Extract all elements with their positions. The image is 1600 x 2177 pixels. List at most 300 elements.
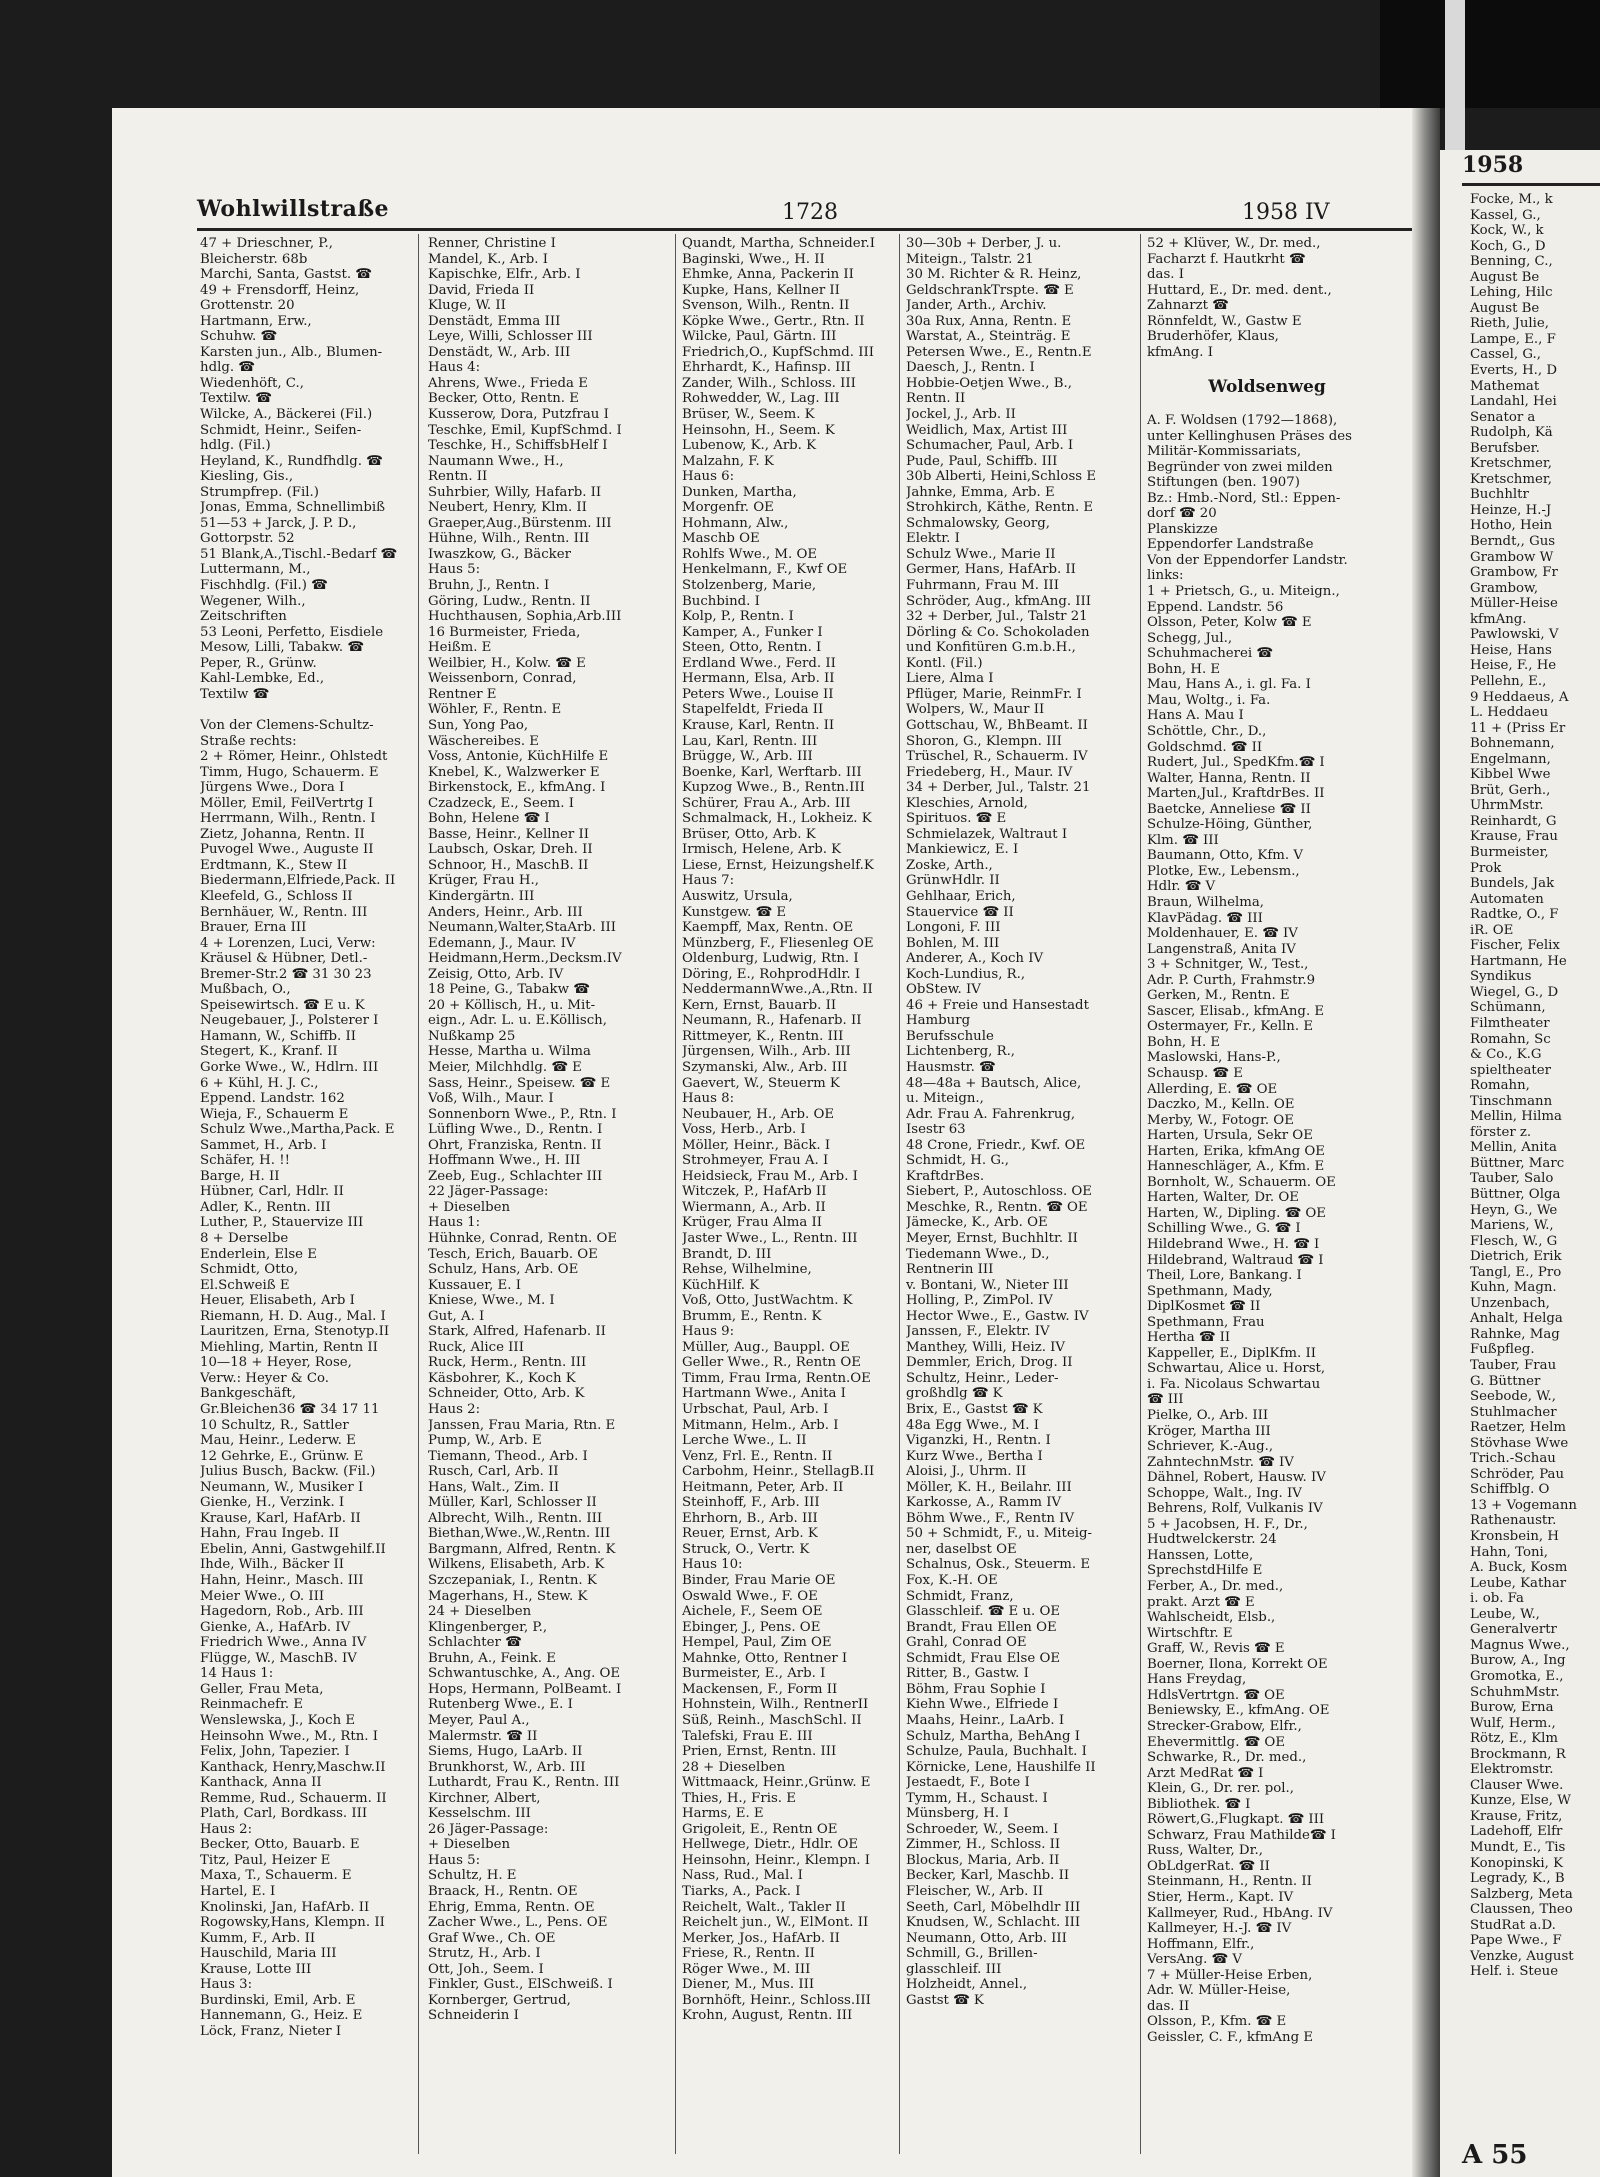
next-page-entry-line: Lehing, Hilc <box>1470 285 1553 301</box>
directory-entry-line: Spirituos. ☎ E <box>906 811 1007 827</box>
directory-entry-line: Schmielazek, Waltraut I <box>906 826 1068 842</box>
directory-entry-line: Stier, Herm., Kapt. IV <box>1147 1889 1294 1905</box>
directory-entry-line: Stegert, K., Kranf. II <box>200 1044 338 1060</box>
directory-entry-line: Heinsohn, Heinr., Klempn. I <box>682 1852 870 1868</box>
directory-entry-line: Hector Wwe., E., Gastw. IV <box>906 1308 1089 1324</box>
directory-entry-line: Anderer, A., Koch IV <box>906 951 1044 967</box>
directory-entry-line: Rentn. II <box>906 391 966 407</box>
directory-entry-line: Maslowski, Hans-P., <box>1147 1050 1281 1066</box>
directory-entry-line: prakt. Arzt ☎ E <box>1147 1594 1255 1610</box>
directory-entry-line: Hoffmann Wwe., H. III <box>428 1153 581 1169</box>
directory-entry-line: Schwartau, Alice u. Horst, <box>1147 1361 1326 1377</box>
directory-entry-line: Weissenborn, Conrad, <box>428 671 577 687</box>
directory-entry-line: Harten, Walter, Dr. OE <box>1147 1190 1299 1206</box>
directory-entry-line: Möller, K. H., Beilahr. III <box>906 1479 1072 1495</box>
directory-entry-line: Begründer von zwei milden <box>1147 459 1333 475</box>
directory-entry-line: Rönnfeldt, W., Gastw E <box>1147 313 1302 329</box>
directory-entry-line: Haus 6: <box>682 469 735 485</box>
directory-entry-line: Krüger, Frau Alma II <box>682 1215 823 1231</box>
directory-entry-line: Titz, Paul, Heizer E <box>200 1852 331 1868</box>
directory-entry-line: Kiehn Wwe., Elfriede I <box>906 1697 1059 1713</box>
next-page-rule <box>1462 183 1600 186</box>
directory-entry-line: Wilcke, A., Bäckerei (Fil.) <box>200 407 373 423</box>
directory-entry-line: Hannemann, G., Heiz. E <box>200 2008 363 2024</box>
directory-entry-line: Wenslewska, J., Koch E <box>200 1712 356 1728</box>
directory-entry-line: Schmidt, Franz, <box>906 1588 1014 1604</box>
next-page-entry-line: Leube, Kathar <box>1470 1575 1567 1591</box>
directory-entry-line: 18 Peine, G., Tabakw ☎ <box>428 982 590 998</box>
directory-entry-line: Hartmann, Erw., <box>200 313 312 329</box>
directory-entry-line: KüchHilf. K <box>682 1277 760 1293</box>
next-page-footer: A 55 <box>1462 2140 1528 2170</box>
directory-entry-line: GeldschrankTrspte. ☎ E <box>906 282 1074 298</box>
directory-entry-line: Huchthausen, Sophia,Arb.III <box>428 609 622 625</box>
directory-entry-line: Ihde, Wilh., Bäcker II <box>200 1557 344 1573</box>
directory-entry-line: Reichelt jun., W., ElMont. II <box>682 1915 869 1931</box>
directory-entry-line: Harten, Ursula, Sekr OE <box>1147 1128 1313 1144</box>
directory-entry-line: Pielke, O., Arb. III <box>1147 1408 1269 1424</box>
directory-entry-line: Militär-Kommissariats, <box>1147 444 1302 460</box>
next-page-entry-line: Kretschmer, <box>1470 456 1552 472</box>
directory-entry-line: Hobbie-Oetjen Wwe., B., <box>906 375 1072 391</box>
directory-entry-line: Hertha ☎ II <box>1147 1330 1231 1346</box>
directory-entry-line: Henkelmann, F., Kwf OE <box>682 562 848 578</box>
directory-entry-line: Tiedemann Wwe., D., <box>906 1246 1050 1262</box>
directory-entry-line: A. F. Woldsen (1792—1868), <box>1147 413 1338 429</box>
directory-entry-line: Russ, Walter, Dr., <box>1147 1843 1263 1859</box>
directory-entry-line: Flügge, W., MaschB. IV <box>200 1650 357 1666</box>
directory-entry-line: Kirchner, Albert, <box>428 1790 541 1806</box>
next-page-entry-line: Grambow, Fr <box>1470 565 1558 581</box>
next-page-entry-line: Rieth, Julie, <box>1470 316 1549 332</box>
next-page-entry-line: Burow, A., Ing <box>1470 1653 1566 1669</box>
directory-entry-line: Schmidt, H. G., <box>906 1153 1009 1169</box>
directory-entry-line <box>1147 397 1387 413</box>
directory-entry-line: Strohkirch, Käthe, Rentn. E <box>906 500 1094 516</box>
directory-entry-line: Hübner, Carl, Hdlr. II <box>200 1184 344 1200</box>
directory-entry-line: Carbohm, Heinr., StellagB.II <box>682 1464 875 1480</box>
next-page-entry-line: Elektromstr. <box>1470 1762 1554 1778</box>
next-page-entry-line: Fischer, Felix <box>1470 938 1560 954</box>
directory-entry-line: Maschb OE <box>682 531 760 547</box>
directory-entry-line: Kolp, P., Rentn. I <box>682 609 794 625</box>
directory-entry-line: Fox, K.-H. OE <box>906 1573 998 1589</box>
directory-entry-line: Schulz, Martha, BehAng I <box>906 1728 1080 1744</box>
directory-entry-line: Müller, Aug., Bauppl. OE <box>682 1339 850 1355</box>
directory-entry-line: Facharzt f. Hautkrht ☎ <box>1147 251 1306 267</box>
directory-entry-line: Rutenberg Wwe., E. I <box>428 1697 573 1713</box>
directory-entry-line: Schegg, Jul., <box>1147 630 1233 646</box>
directory-entry-line: Boenke, Karl, Werftarb. III <box>682 764 862 780</box>
directory-entry-line: Schmalowsky, Georg, <box>906 515 1050 531</box>
directory-entry-line: Bohlen, M. III <box>906 935 1000 951</box>
directory-entry-line: Liere, Alma I <box>906 671 994 687</box>
next-page-entry-line: Unzenbach, <box>1470 1295 1550 1311</box>
directory-entry-line: Tesch, Erich, Bauarb. OE <box>428 1246 598 1262</box>
next-page-entry-line: Bundels, Jak <box>1470 876 1555 892</box>
directory-entry-line: Brumm, E., Rentn. K <box>682 1308 822 1324</box>
directory-entry-line: Janssen, Frau Maria, Rtn. E <box>428 1417 616 1433</box>
directory-entry-line: Stapelfeldt, Frieda II <box>682 702 824 718</box>
directory-entry-line: Schalnus, Osk., Steuerm. E <box>906 1557 1091 1573</box>
directory-entry-line: Bruhn, J., Rentn. I <box>428 578 550 594</box>
column-divider <box>418 234 419 2154</box>
directory-entry-line: Daczko, M., Kelln. OE <box>1147 1097 1295 1113</box>
directory-entry-line: 6 + Kühl, H. J. C., <box>200 1075 319 1091</box>
next-page-entry-line: Fußpfleg. <box>1470 1342 1535 1358</box>
directory-entry-line: Svenson, Wilh., Rentn. II <box>682 298 850 314</box>
directory-entry-line: Becker, Karl, Maschb. II <box>906 1868 1070 1884</box>
directory-entry-line: Zander, Wilh., Schloss. III <box>682 375 856 391</box>
directory-entry-line: Aichele, F., Seem OE <box>682 1604 823 1620</box>
directory-entry-line: Strohmeyer, Frau A. I <box>682 1153 829 1169</box>
directory-entry-line: Arzt MedRat ☎ I <box>1147 1765 1264 1781</box>
directory-entry-line: Becker, Otto, Rentn. E <box>428 391 579 407</box>
directory-entry-line: Nass, Rud., Mal. I <box>682 1868 803 1884</box>
directory-entry-line: Göring, Ludw., Rentn. II <box>428 593 591 609</box>
directory-entry-line: Geissler, C. F., kfmAng E <box>1147 2029 1314 2045</box>
directory-entry-line: Barge, H. II <box>200 1168 280 1184</box>
directory-entry-line: Fuhrmann, Frau M. III <box>906 578 1059 594</box>
directory-entry-line: 48 Crone, Friedr., Kwf. OE <box>906 1137 1086 1153</box>
directory-entry-line: Schürer, Frau A., Arb. III <box>682 795 851 811</box>
directory-entry-line: Hellwege, Dietr., Hdlr. OE <box>682 1837 859 1853</box>
next-page-entry-line: Magnus Wwe., <box>1470 1637 1570 1653</box>
directory-entry-line: Beniewsky, E., kfmAng. OE <box>1147 1703 1330 1719</box>
directory-entry-line: Hoffmann, Elfr., <box>1147 1936 1255 1952</box>
directory-entry-line: Ehrhorn, B., Arb. III <box>682 1510 818 1526</box>
directory-entry-line: Reinmachefr. E <box>200 1697 304 1713</box>
directory-column-2 <box>428 236 668 2024</box>
directory-entry-line: Schlachter ☎ <box>428 1635 522 1651</box>
directory-entry-line: Schröder, Aug., kfmAng. III <box>906 593 1092 609</box>
directory-entry-line: Brügge, W., Arb. III <box>682 749 813 765</box>
next-page-entry-line: Hahn, Toni, <box>1470 1544 1548 1560</box>
directory-entry-line: Braun, Wilhelma, <box>1147 894 1265 910</box>
directory-entry-line: Erdland Wwe., Ferd. II <box>682 655 836 671</box>
column-divider <box>899 234 900 2154</box>
directory-entry-line: Mankiewicz, E. I <box>906 842 1019 858</box>
next-page-entry-line: Mathemat <box>1470 378 1540 394</box>
directory-entry-line: Marten,Jul., KraftdrBes. II <box>1147 786 1325 802</box>
directory-entry-line: Ruck, Herm., Rentn. III <box>428 1355 587 1371</box>
next-page-entry-line: Mundt, E., Tis <box>1470 1839 1566 1855</box>
directory-entry-line: Longoni, F. III <box>906 920 1001 936</box>
directory-entry-line: DiplKosmet ☎ II <box>1147 1299 1261 1315</box>
directory-entry-line: Fischhdlg. (Fil.) ☎ <box>200 578 328 594</box>
directory-entry-line: Rentner E <box>428 686 497 702</box>
next-page-entry-line: Seebode, W., <box>1470 1389 1556 1405</box>
next-page-column <box>1470 192 1577 1980</box>
next-page-entry-line: Berndt,, Gus <box>1470 534 1556 550</box>
directory-entry-line: Hamann, W., Schiffb. II <box>200 1028 356 1044</box>
directory-entry-line: Kamper, A., Funker I <box>682 624 823 640</box>
directory-entry-line: Ebelin, Anni, Gastwgehilf.II <box>200 1541 386 1557</box>
directory-entry-line: Auswitz, Ursula, <box>682 888 793 904</box>
directory-entry-line: Hamburg <box>906 1013 971 1029</box>
next-page-entry-line: Kuhn, Magn. <box>1470 1280 1557 1296</box>
directory-entry-line: Hartel, E. I <box>200 1883 276 1899</box>
directory-entry-line: Nußkamp 25 <box>428 1028 516 1044</box>
next-page-entry-line: Landahl, Hei <box>1470 394 1557 410</box>
directory-entry-line: Adr. Frau A. Fahrenkrug, <box>906 1106 1076 1122</box>
directory-entry-line: Wieja, F., Schauerm E <box>200 1106 349 1122</box>
directory-entry-line: Albrecht, Wilh., Rentn. III <box>428 1510 603 1526</box>
directory-entry-line: Jahnke, Emma, Arb. E <box>906 484 1055 500</box>
directory-entry-line: Heidmann,Herm.,Decksm.IV <box>428 951 622 967</box>
directory-entry-line: Hildebrand, Waltraud ☎ I <box>1147 1252 1324 1268</box>
directory-entry-line: Schriever, K.-Aug., <box>1147 1439 1274 1455</box>
directory-entry-line: Lüfling Wwe., D., Rentn. I <box>428 1122 603 1138</box>
directory-entry-line: Kusserow, Dora, Putzfrau I <box>428 407 609 423</box>
directory-entry-line: Thies, H., Fris. E <box>682 1790 796 1806</box>
directory-entry-line: Hartmann Wwe., Anita I <box>682 1386 846 1402</box>
directory-entry-line: Peters Wwe., Louise II <box>682 686 834 702</box>
directory-entry-line: Schulz Wwe.,Martha,Pack. E <box>200 1122 395 1138</box>
directory-entry-line: Mußbach, O., <box>200 982 291 998</box>
directory-entry-line: Baginski, Wwe., H. II <box>682 251 825 267</box>
directory-entry-line: Bornholt, W., Schauerm. OE <box>1147 1174 1336 1190</box>
directory-entry-line: Mau, Heinr., Lederw. E <box>200 1433 356 1449</box>
directory-entry-line: HdlsVertrtgn. ☎ OE <box>1147 1687 1285 1703</box>
directory-entry-line: Schulze-Höing, Günther, <box>1147 817 1313 833</box>
next-page-entry-line: Rathenaustr. <box>1470 1513 1557 1529</box>
directory-entry-line: Siems, Hugo, LaArb. II <box>428 1744 583 1760</box>
directory-entry-line: Jürgensen, Wilh., Arb. III <box>682 1044 851 1060</box>
directory-entry-line: Knolinski, Jan, HafArb. II <box>200 1899 370 1915</box>
directory-entry-line: Prien, Ernst, Rentn. III <box>682 1744 837 1760</box>
column-divider <box>675 234 676 2154</box>
next-page-entry-line: 11 + (Priss Er <box>1470 720 1566 736</box>
next-page-entry-line: Tangl, E., Pro <box>1470 1264 1562 1280</box>
directory-entry-line: Brunkhorst, W., Arb. III <box>428 1759 586 1775</box>
directory-entry-line: Kapischke, Elfr., Arb. I <box>428 267 581 283</box>
next-page-entry-line: Heise, F., He <box>1470 658 1557 674</box>
directory-entry-line: Puvogel Wwe., Auguste II <box>200 842 374 858</box>
next-page-entry-line: Grambow W <box>1470 549 1554 565</box>
directory-entry-line: und Konfitüren G.m.b.H., <box>906 640 1076 656</box>
directory-entry-line: Hagedorn, Rob., Arb. III <box>200 1604 364 1620</box>
directory-entry-line: Hildebrand Wwe., H. ☎ I <box>1147 1237 1320 1252</box>
next-page-entry-line: Pawlowski, V <box>1470 627 1559 643</box>
directory-entry-line: Rentnerin III <box>906 1262 994 1278</box>
directory-entry-line: Glasschleif. ☎ E u. OE <box>906 1604 1061 1620</box>
directory-entry-line: Kleschies, Arnold, <box>906 795 1028 811</box>
next-page-entry-line: G. Büttner <box>1470 1373 1541 1389</box>
directory-entry-line: Schneider, Otto, Arb. K <box>428 1386 585 1402</box>
next-page-entry-line: Krause, Fritz, <box>1470 1808 1563 1824</box>
directory-entry-line: Felix, John, Tapezier. I <box>200 1744 350 1760</box>
directory-entry-line: Geller, Frau Meta, <box>200 1681 324 1697</box>
directory-entry-line: Oswald Wwe., F. OE <box>682 1588 818 1604</box>
directory-entry-line: 8 + Derselbe <box>200 1231 289 1246</box>
directory-entry-line <box>200 702 412 718</box>
directory-entry-line: Biethan,Wwe.,W.,Rentn. III <box>428 1526 611 1542</box>
directory-entry-line: Finkler, Gust., ElSchweiß. I <box>428 1977 613 1993</box>
directory-entry-line: Julius Busch, Backw. (Fil.) <box>200 1464 376 1480</box>
directory-entry-line: 1 + Prietsch, G., u. Miteign., <box>1147 584 1340 600</box>
directory-entry-line: 16 Burmeister, Frieda, <box>428 624 581 640</box>
directory-entry-line: Teschke, H., SchiffsbHelf I <box>428 438 608 454</box>
directory-entry-line: Süß, Reinh., MaschSchl. II <box>682 1712 862 1728</box>
directory-entry-line: Schwantuschke, A., Ang. OE <box>428 1666 621 1682</box>
directory-entry-line: Wirtschftr. E <box>1147 1625 1233 1641</box>
next-page-entry-line: Müller-Heise <box>1470 596 1558 612</box>
next-page-entry-line: Buchhltr <box>1470 487 1529 503</box>
directory-entry-line: Wöhler, F., Rentn. E <box>428 702 562 718</box>
directory-entry-line: Gehlhaar, Erich, <box>906 888 1016 904</box>
directory-entry-line: Kumm, F., Arb. II <box>200 1930 316 1946</box>
next-page-entry-line: 9 Heddaeus, A <box>1470 689 1569 705</box>
directory-entry-line: Schroeder, W., Seem. I <box>906 1821 1059 1837</box>
directory-entry-line: Plath, Carl, Bordkass. III <box>200 1806 368 1822</box>
next-page-entry-line: Burmeister, <box>1470 844 1549 860</box>
directory-entry-line: u. Miteign., <box>906 1091 984 1107</box>
directory-entry-line: Quandt, Martha, Schneider.I <box>682 236 876 251</box>
next-page-entry-line: Pellehn, E., <box>1470 673 1547 689</box>
directory-entry-line: Sascer, Elisab., kfmAng. E <box>1147 1003 1325 1019</box>
next-page-entry-line: Kock, W., k <box>1470 223 1544 239</box>
directory-entry-line: Schultz, H. E <box>428 1868 517 1884</box>
directory-entry-line: Meschke, R., Rentn. ☎ OE <box>906 1199 1088 1215</box>
directory-entry-line: Krause, Karl, HafArb. II <box>200 1510 361 1526</box>
directory-entry-line: Marchi, Santa, Gastst. ☎ <box>200 267 372 283</box>
next-page-entry-line: Schiffblg. O <box>1470 1482 1550 1498</box>
next-page-entry-line: Schröder, Pau <box>1470 1466 1565 1482</box>
directory-entry-line: Biedermann,Elfriede,Pack. II <box>200 873 396 889</box>
directory-entry-line: Von der Clemens-Schultz- <box>200 717 374 733</box>
directory-entry-line: Voss, Herb., Arb. I <box>682 1122 806 1138</box>
next-page-entry-line: Dietrich, Erik <box>1470 1249 1562 1265</box>
directory-entry-line: Döring, E., RohprodHdlr. I <box>682 966 861 982</box>
directory-entry-line: Irmisch, Helene, Arb. K <box>682 842 842 858</box>
next-page-entry-line: Filmtheater <box>1470 1015 1550 1031</box>
next-page-entry-line: Radtke, O., F <box>1470 907 1559 923</box>
next-page-entry-line: Grambow, <box>1470 580 1539 596</box>
directory-entry-line: Zietz, Johanna, Rentn. II <box>200 826 365 842</box>
directory-entry-line: Buchbind. I <box>682 593 760 609</box>
directory-entry-line: 26 Jäger-Passage: <box>428 1821 549 1837</box>
directory-entry-line: Kräusel & Hübner, Detl.- <box>200 951 368 967</box>
directory-entry-line: Rehse, Wilhelmine, <box>682 1262 812 1278</box>
directory-entry-line: Müller, Karl, Schlosser II <box>428 1495 597 1511</box>
next-page-entry-line: Koch, G., D <box>1470 238 1546 254</box>
directory-entry-line: Miehling, Martin, Rentn II <box>200 1339 378 1355</box>
directory-entry-line: 30a Rux, Anna, Rentn. E <box>906 313 1072 329</box>
directory-entry-line: Luther, P., Stauervize III <box>200 1215 364 1231</box>
directory-entry-line: Kurz Wwe., Bertha I <box>906 1448 1043 1464</box>
directory-entry-line: Schmill, G., Brillen- <box>906 1946 1038 1962</box>
next-page-entry-line: Claussen, Theo <box>1470 1902 1573 1918</box>
directory-entry-line: Dunken, Martha, <box>682 484 797 500</box>
next-page-entry-line: Venzke, August <box>1470 1948 1574 1964</box>
directory-entry-line: Olsson, Peter, Kolw ☎ E <box>1147 615 1312 631</box>
directory-column-5 <box>1147 236 1387 2045</box>
directory-entry-line: Warstat, A., Steinträg. E <box>906 329 1071 345</box>
directory-entry-line: links: <box>1147 568 1184 584</box>
directory-entry-line: hdlg. ☎ <box>200 360 255 376</box>
next-page-entry-line: Kretschmer, <box>1470 471 1552 487</box>
directory-entry-line: Schultz, Heinr., Leder- <box>906 1370 1059 1386</box>
next-page-entry-line: Salzberg, Meta <box>1470 1886 1573 1902</box>
directory-entry-line: Szczepaniak, I., Rentn. K <box>428 1573 597 1589</box>
directory-entry-line: Rohwedder, W., Lag. III <box>682 391 840 407</box>
directory-entry-line: Rogowsky,Hans, Klempn. II <box>200 1915 385 1931</box>
directory-entry-line: Langenstraß, Anita IV <box>1147 941 1296 957</box>
directory-entry-line: Baumann, Otto, Kfm. V <box>1147 848 1303 864</box>
directory-entry-line: Schuhmacherei ☎ <box>1147 646 1273 662</box>
directory-entry-line: Elektr. I <box>906 531 960 547</box>
next-page-entry-line: 13 + Vogemann <box>1470 1497 1577 1513</box>
directory-entry-line: Pflüger, Marie, ReinmFr. I <box>906 686 1082 702</box>
next-page-entry-line: Raetzer, Helm <box>1470 1420 1567 1436</box>
directory-entry-line: ZahntechnMstr. ☎ IV <box>1147 1454 1294 1470</box>
next-page-entry-line: Tinschmann <box>1470 1093 1553 1109</box>
directory-entry-line: Hahn, Heinr., Masch. III <box>200 1573 364 1589</box>
directory-entry-line: unter Kellinghusen Präses des <box>1147 428 1352 444</box>
directory-entry-line: Möller, Emil, FeilVertrtg I <box>200 795 374 811</box>
directory-entry-line: Isestr 63 <box>906 1122 966 1138</box>
directory-entry-line: 46 + Freie und Hansestadt <box>906 997 1089 1013</box>
directory-entry-line: Merker, Jos., HafArb. II <box>682 1930 840 1946</box>
directory-entry-line: Hops, Hermann, PolBeamt. I <box>428 1681 622 1697</box>
directory-entry-line: Timm, Hugo, Schauerm. E <box>200 764 379 780</box>
directory-entry-line: Heitmann, Peter, Arb. II <box>682 1479 844 1495</box>
directory-entry-line: Krüger, Frau H., <box>428 873 539 889</box>
directory-entry-line: großhdlg ☎ K <box>906 1386 1003 1402</box>
directory-entry-line: KraftdrBes. <box>906 1168 985 1184</box>
directory-entry-line: Stauervice ☎ II <box>906 904 1014 920</box>
directory-entry-line: Mesow, Lilli, Tabakw. ☎ <box>200 640 364 656</box>
directory-entry-line: Neubert, Henry, Klm. II <box>428 500 587 516</box>
directory-entry-line: Schäfer, H. !! <box>200 1153 290 1169</box>
next-page-entry-line: Stövhase Wwe <box>1470 1435 1569 1451</box>
directory-entry-line: Kupzog Wwe., B., Rentn.III <box>682 780 865 796</box>
directory-entry-line: Bernhäuer, W., Rentn. III <box>200 904 368 920</box>
next-page-entry-line: Büttner, Olga <box>1470 1187 1561 1202</box>
next-page-entry-line: Ladehoff, Elfr <box>1470 1824 1563 1840</box>
next-page-entry-line: Kassel, G., <box>1470 207 1541 223</box>
directory-entry-line: Sammet, H., Arb. I <box>200 1137 327 1153</box>
directory-entry-line: Eppend. Landstr. 162 <box>200 1091 345 1107</box>
directory-entry-line: Heinsohn Wwe., M., Rtn. I <box>200 1728 378 1744</box>
directory-entry-line: Tiarks, A., Pack. I <box>682 1883 801 1899</box>
directory-entry-line: Birkenstock, E., kfmAng. I <box>428 780 606 796</box>
directory-entry-line: Lerche Wwe., L. II <box>682 1433 807 1449</box>
directory-entry-line: Röwert,G.,Flugkapt. ☎ III <box>1147 1812 1325 1828</box>
next-page-entry-line: Reinhardt, G <box>1470 813 1557 829</box>
page-gutter <box>1412 108 1440 2177</box>
directory-entry-line: eign., Adr. L. u. E.Köllisch, <box>428 1013 607 1029</box>
next-page-entry-line: Trich.-Schau <box>1470 1451 1556 1467</box>
scan-background <box>1380 0 1600 108</box>
directory-entry-line: Hohmann, Alw., <box>682 515 789 531</box>
directory-entry-line: Schulz, Hans, Arb. OE <box>428 1262 579 1278</box>
next-page-entry-line: Benning, C., <box>1470 254 1553 270</box>
directory-entry-line: Ohrt, Franziska, Rentn. II <box>428 1137 602 1153</box>
directory-entry-line: Bargmann, Alfred, Rentn. K <box>428 1541 616 1557</box>
directory-entry-line: 48a Egg Wwe., M. I <box>906 1417 1039 1433</box>
directory-entry-line: Heißm. E <box>428 640 492 656</box>
directory-entry-line: 34 + Derber, Jul., Talstr. 21 <box>906 780 1091 796</box>
next-page-entry-line: Rudolph, Kä <box>1470 425 1553 441</box>
next-page-entry-line: Krause, Frau <box>1470 829 1559 845</box>
next-page-entry-line: Prok <box>1470 860 1502 876</box>
directory-entry-line: Wiedenhöft, C., <box>200 375 304 391</box>
directory-entry-line: Hühnke, Conrad, Rentn. OE <box>428 1231 618 1246</box>
directory-entry-line: Jander, Arth., Archiv. <box>906 298 1047 314</box>
directory-entry-line: 20 + Köllisch, H., u. Mit- <box>428 997 596 1013</box>
